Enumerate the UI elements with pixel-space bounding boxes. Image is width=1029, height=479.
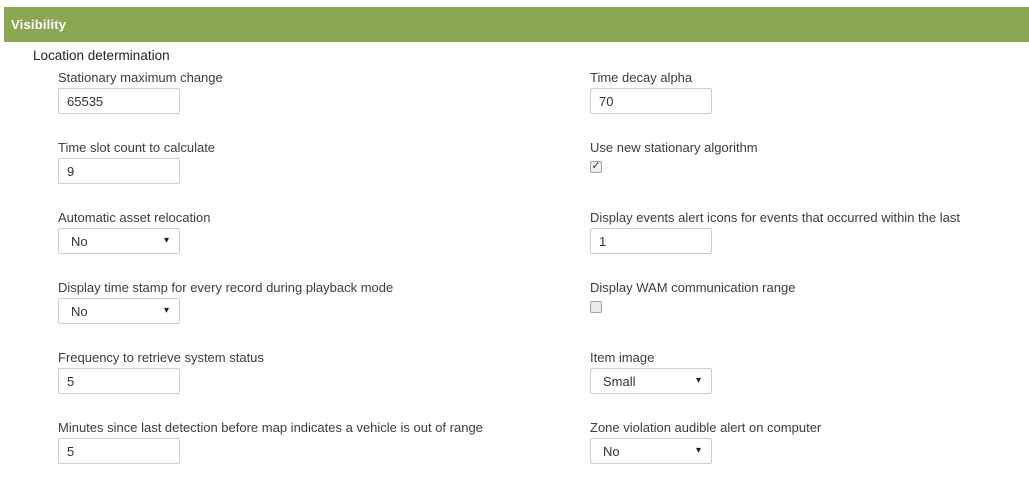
- field-display-events-alert-icons: [590, 210, 1029, 280]
- zone-violation-audible-alert-select[interactable]: [590, 438, 712, 464]
- display-events-alert-icons-input[interactable]: [590, 228, 712, 254]
- field-time-slot-count: [58, 140, 590, 210]
- chevron-down-icon: ▾: [163, 235, 169, 246]
- visibility-header-bar: [4, 7, 1029, 42]
- frequency-system-status-input[interactable]: [58, 368, 180, 394]
- time-slot-count-input[interactable]: [58, 158, 180, 184]
- selected-value: No: [71, 233, 88, 249]
- field-time-decay-alpha: [590, 70, 1029, 140]
- field-label: Frequency to retrieve system status: [58, 350, 264, 365]
- field-minutes-since-last-detection: [58, 420, 590, 479]
- item-image-select[interactable]: [590, 368, 712, 394]
- check-icon: ✓: [591, 160, 601, 172]
- field-label: Stationary maximum change: [58, 70, 223, 85]
- field-frequency-system-status: [58, 350, 590, 420]
- chevron-down-icon: ▾: [163, 305, 169, 316]
- chevron-down-icon: ▾: [695, 375, 701, 386]
- field-zone-violation-audible-alert: [590, 420, 1029, 479]
- page-title: Visibility: [11, 17, 67, 32]
- chevron-down-icon: ▾: [695, 445, 701, 456]
- field-label: Zone violation audible alert on computer: [590, 420, 822, 435]
- field-label: Time decay alpha: [590, 70, 693, 85]
- section-title-location-determination: Location determination: [33, 48, 170, 63]
- selected-value: Small: [603, 373, 636, 389]
- field-use-new-stationary-algorithm: [590, 140, 1029, 210]
- field-label: Time slot count to calculate: [58, 140, 216, 155]
- minutes-since-last-detection-input[interactable]: [58, 438, 180, 464]
- automatic-asset-relocation-select[interactable]: [58, 228, 180, 254]
- time-decay-alpha-input[interactable]: [590, 88, 712, 114]
- field-label: Item image: [590, 350, 655, 365]
- field-display-wam-communication-range: [590, 280, 1029, 350]
- field-automatic-asset-relocation: [58, 210, 590, 280]
- display-wam-communication-range-checkbox[interactable]: [590, 301, 602, 313]
- field-label: Display events alert icons for events that occurred within the last: [590, 210, 960, 225]
- selected-value: No: [71, 303, 88, 319]
- use-new-stationary-algorithm-checkbox[interactable]: [590, 161, 602, 173]
- display-time-stamp-playback-select[interactable]: [58, 298, 180, 324]
- selected-value: No: [603, 443, 620, 459]
- field-label: Display time stamp for every record during playback mode: [58, 280, 394, 295]
- field-label: Automatic asset relocation: [58, 210, 211, 225]
- field-label: Use new stationary algorithm: [590, 140, 758, 155]
- field-label: Minutes since last detection before map indicates a vehicle is out of range: [58, 420, 483, 435]
- field-item-image: [590, 350, 1029, 420]
- stationary-maximum-change-input[interactable]: [58, 88, 180, 114]
- settings-form: [58, 70, 1029, 479]
- field-stationary-maximum-change: [58, 70, 590, 140]
- field-label: Display WAM communication range: [590, 280, 796, 295]
- field-display-time-stamp-playback: [58, 280, 590, 350]
